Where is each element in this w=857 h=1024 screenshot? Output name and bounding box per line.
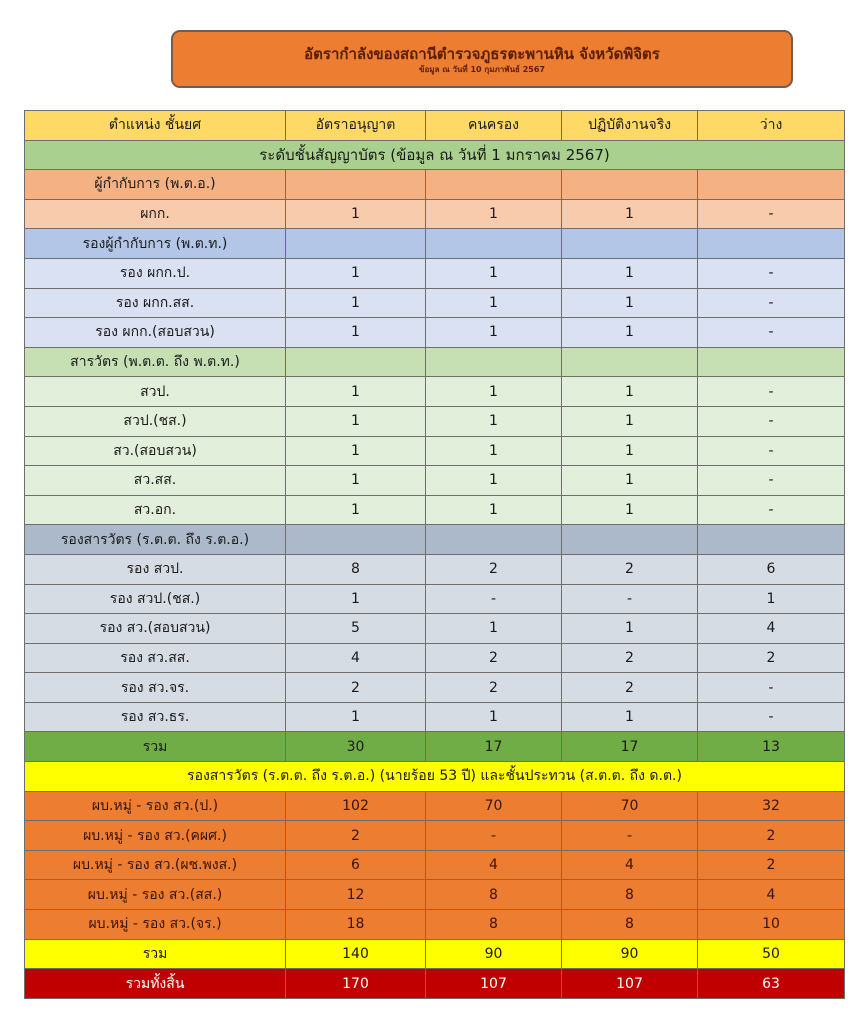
table-row [25, 258, 845, 288]
total-actual: 90 [562, 939, 698, 969]
actual-cell: - [562, 584, 698, 614]
column-header-position: ตำแหน่ง ชั้นยศ [25, 111, 286, 141]
vacant-cell: 1 [698, 584, 845, 614]
vacant-cell: 2 [698, 850, 845, 880]
occupied-cell: 1 [426, 436, 562, 466]
authorized-cell: 8 [286, 554, 426, 584]
position-cell: ผบ.หมู่ - รอง สว.(สส.) [25, 880, 286, 910]
occupied-cell: 1 [426, 702, 562, 732]
group-header-row [25, 229, 845, 259]
total-occupied: 90 [426, 939, 562, 969]
position-cell: รอง สวป. [25, 554, 286, 584]
grand-total-vacant: 63 [698, 969, 845, 999]
position-cell: ผกก. [25, 199, 286, 229]
total-occupied: 17 [426, 732, 562, 762]
table-row [25, 288, 845, 318]
vacant-cell: - [698, 495, 845, 525]
actual-cell: 1 [562, 199, 698, 229]
actual-cell: 8 [562, 880, 698, 910]
authorized-cell: 2 [286, 673, 426, 703]
total-label: รวม [25, 732, 286, 762]
group-title: รองสารวัตร (ร.ต.ต. ถึง ร.ต.อ.) [25, 525, 286, 555]
group-title: รองผู้กำกับการ (พ.ต.ท.) [25, 229, 286, 259]
position-cell: รอง สว.สส. [25, 643, 286, 673]
actual-cell: 1 [562, 702, 698, 732]
occupied-cell: 2 [426, 554, 562, 584]
grand-total-occupied: 107 [426, 969, 562, 999]
table-row [25, 554, 845, 584]
authorized-cell: 1 [286, 702, 426, 732]
section-noncommissioned-title: รองสารวัตร (ร.ต.ต. ถึง ร.ต.อ.) (นายร้อย 53 ปี) และชั้นประทวน (ส.ต.ต. ถึง ด.ต.) [25, 762, 845, 792]
authorized-cell: 1 [286, 199, 426, 229]
group-header-row [25, 170, 845, 200]
section-noncommissioned-total-row [25, 939, 845, 969]
occupied-cell: 2 [426, 673, 562, 703]
actual-cell: 1 [562, 466, 698, 496]
column-header-vacant: ว่าง [698, 111, 845, 141]
vacant-cell: - [698, 466, 845, 496]
occupied-cell: 1 [426, 377, 562, 407]
actual-cell: 4 [562, 850, 698, 880]
occupied-cell: 1 [426, 495, 562, 525]
grand-total-row [25, 969, 845, 999]
table-row [25, 880, 845, 910]
occupied-cell: 1 [426, 199, 562, 229]
actual-cell: 8 [562, 910, 698, 940]
authorized-cell: 4 [286, 643, 426, 673]
total-authorized: 140 [286, 939, 426, 969]
table-row [25, 850, 845, 880]
occupied-cell: 1 [426, 288, 562, 318]
table-row [25, 821, 845, 851]
actual-cell: 2 [562, 673, 698, 703]
occupied-cell: 1 [426, 614, 562, 644]
vacant-cell: 32 [698, 791, 845, 821]
table-row [25, 910, 845, 940]
total-vacant: 50 [698, 939, 845, 969]
actual-cell: 1 [562, 614, 698, 644]
occupied-cell: 8 [426, 910, 562, 940]
authorized-cell: 1 [286, 406, 426, 436]
occupied-cell: - [426, 821, 562, 851]
authorized-cell: 2 [286, 821, 426, 851]
position-cell: สวป.(ชส.) [25, 406, 286, 436]
actual-cell: 1 [562, 377, 698, 407]
position-cell: สว.(สอบสวน) [25, 436, 286, 466]
table-row [25, 702, 845, 732]
position-cell: รอง สว.(สอบสวน) [25, 614, 286, 644]
table-row [25, 318, 845, 348]
position-cell: สวป. [25, 377, 286, 407]
column-header-occupied: คนครอง [426, 111, 562, 141]
table-header-row [25, 111, 845, 141]
position-cell: ผบ.หมู่ - รอง สว.(ป.) [25, 791, 286, 821]
vacant-cell: 2 [698, 821, 845, 851]
group-title: ผู้กำกับการ (พ.ต.อ.) [25, 170, 286, 200]
table-row [25, 466, 845, 496]
authorized-cell: 1 [286, 466, 426, 496]
occupied-cell: 70 [426, 791, 562, 821]
authorized-cell: 1 [286, 584, 426, 614]
occupied-cell: 2 [426, 643, 562, 673]
actual-cell: 1 [562, 318, 698, 348]
occupied-cell: 1 [426, 466, 562, 496]
vacant-cell: 10 [698, 910, 845, 940]
authorized-cell: 1 [286, 318, 426, 348]
vacant-cell: 4 [698, 880, 845, 910]
vacant-cell: 6 [698, 554, 845, 584]
vacant-cell: 2 [698, 643, 845, 673]
total-vacant: 13 [698, 732, 845, 762]
table-row [25, 436, 845, 466]
table-row [25, 673, 845, 703]
actual-cell: 1 [562, 436, 698, 466]
occupied-cell: 1 [426, 318, 562, 348]
vacant-cell: 4 [698, 614, 845, 644]
total-authorized: 30 [286, 732, 426, 762]
vacant-cell: - [698, 288, 845, 318]
occupied-cell: 1 [426, 258, 562, 288]
column-header-actual: ปฏิบัติงานจริง [562, 111, 698, 141]
vacant-cell: - [698, 377, 845, 407]
table-row [25, 584, 845, 614]
group-header-row [25, 347, 845, 377]
position-cell: ผบ.หมู่ - รอง สว.(คผศ.) [25, 821, 286, 851]
occupied-cell: 1 [426, 406, 562, 436]
authorized-cell: 5 [286, 614, 426, 644]
position-cell: สว.อก. [25, 495, 286, 525]
actual-cell: 2 [562, 643, 698, 673]
vacant-cell: - [698, 199, 845, 229]
vacant-cell: - [698, 406, 845, 436]
position-cell: ผบ.หมู่ - รอง สว.(จร.) [25, 910, 286, 940]
table-row [25, 614, 845, 644]
grand-total-authorized: 170 [286, 969, 426, 999]
actual-cell: 1 [562, 288, 698, 318]
authorized-cell: 1 [286, 495, 426, 525]
table-row [25, 643, 845, 673]
actual-cell: 1 [562, 406, 698, 436]
total-actual: 17 [562, 732, 698, 762]
section-noncommissioned-header [25, 762, 845, 792]
section-commissioned-total-row [25, 732, 845, 762]
grand-total-actual: 107 [562, 969, 698, 999]
actual-cell: 2 [562, 554, 698, 584]
table-row [25, 406, 845, 436]
position-cell: ผบ.หมู่ - รอง สว.(ผช.พงส.) [25, 850, 286, 880]
table-row [25, 495, 845, 525]
authorized-cell: 1 [286, 436, 426, 466]
occupied-cell: 4 [426, 850, 562, 880]
page-subtitle: ข้อมูล ณ วันที่ 10 กุมภาพันธ์ 2567 [419, 65, 545, 74]
group-title: สารวัตร (พ.ต.ต. ถึง พ.ต.ท.) [25, 347, 286, 377]
position-cell: รอง ผกก.ป. [25, 258, 286, 288]
authorized-cell: 6 [286, 850, 426, 880]
table-row [25, 377, 845, 407]
vacant-cell: - [698, 436, 845, 466]
total-label: รวม [25, 939, 286, 969]
actual-cell: 70 [562, 791, 698, 821]
position-cell: รอง ผกก.(สอบสวน) [25, 318, 286, 348]
position-cell: รอง สว.ธร. [25, 702, 286, 732]
staffing-table [24, 110, 845, 999]
vacant-cell: - [698, 258, 845, 288]
authorized-cell: 1 [286, 377, 426, 407]
title-banner [171, 30, 793, 88]
column-header-authorized: อัตราอนุญาต [286, 111, 426, 141]
position-cell: รอง สวป.(ชส.) [25, 584, 286, 614]
authorized-cell: 102 [286, 791, 426, 821]
page-title: อัตรากำลังของสถานีตำรวจภูธรตะพานหิน จังหวัดพิจิตร [304, 45, 660, 63]
authorized-cell: 1 [286, 288, 426, 318]
section-commissioned-header [25, 140, 845, 170]
actual-cell: 1 [562, 495, 698, 525]
occupied-cell: 8 [426, 880, 562, 910]
vacant-cell: - [698, 702, 845, 732]
vacant-cell: - [698, 318, 845, 348]
group-header-row [25, 525, 845, 555]
authorized-cell: 12 [286, 880, 426, 910]
grand-total-label: รวมทั้งสิ้น [25, 969, 286, 999]
position-cell: รอง ผกก.สส. [25, 288, 286, 318]
occupied-cell: - [426, 584, 562, 614]
table-row [25, 791, 845, 821]
position-cell: รอง สว.จร. [25, 673, 286, 703]
authorized-cell: 1 [286, 258, 426, 288]
authorized-cell: 18 [286, 910, 426, 940]
actual-cell: 1 [562, 258, 698, 288]
table-row [25, 199, 845, 229]
position-cell: สว.สส. [25, 466, 286, 496]
actual-cell: - [562, 821, 698, 851]
vacant-cell: - [698, 673, 845, 703]
section-commissioned-title: ระดับชั้นสัญญาบัตร (ข้อมูล ณ วันที่ 1 มกราคม 2567) [25, 140, 845, 170]
